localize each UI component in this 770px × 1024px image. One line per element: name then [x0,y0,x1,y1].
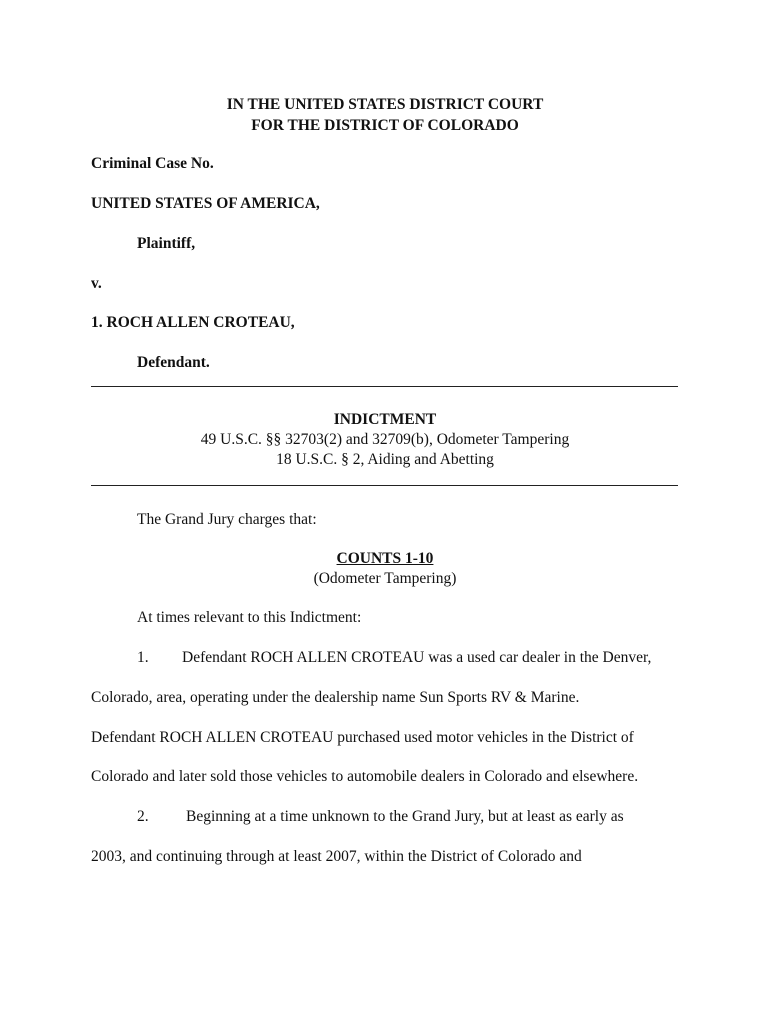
defendant-role: Defendant. [137,354,210,371]
court-heading-line2: FOR THE DISTRICT OF COLORADO [251,117,519,134]
paragraph-1-line-4: Colorado and later sold those vehicles to automobile dealers in Colorado and elsewhere. [91,768,639,785]
paragraph-2-line-1: Beginning at a time unknown to the Grand Jury, but at least as early as [186,808,624,825]
caption-divider-top [91,386,678,387]
paragraph-1-number: 1. [137,649,149,666]
indictment-statute-1: 49 U.S.C. §§ 32703(2) and 32709(b), Odometer Tampering [200,431,570,448]
indictment-title: INDICTMENT [333,411,437,428]
versus: v. [91,275,102,292]
counts-subtitle: (Odometer Tampering) [313,570,457,587]
plaintiff-role: Plaintiff, [137,235,196,252]
relevant-times: At times relevant to this Indictment: [137,609,362,626]
defendant-name: 1. ROCH ALLEN CROTEAU, [91,314,295,331]
caption-divider-bottom [91,485,678,486]
charges-intro: The Grand Jury charges that: [137,511,317,528]
paragraph-2-line-2: 2003, and continuing through at least 2007, within the District of Colorado and [91,848,582,865]
paragraph-1-line-3: Defendant ROCH ALLEN CROTEAU purchased used motor vehicles in the District of [91,729,634,746]
paragraph-2-number: 2. [137,808,149,825]
indictment-statute-2: 18 U.S.C. § 2, Aiding and Abetting [276,451,494,468]
case-number: Criminal Case No. [91,155,214,172]
paragraph-1-line-2: Colorado, area, operating under the dealership name Sun Sports RV & Marine. [91,689,580,706]
counts-title: COUNTS 1-10 [336,550,434,567]
plaintiff-name: UNITED STATES OF AMERICA, [91,195,320,212]
court-heading-line1: IN THE UNITED STATES DISTRICT COURT [226,96,544,113]
paragraph-1-line-1: Defendant ROCH ALLEN CROTEAU was a used car dealer in the Denver, [182,649,652,666]
